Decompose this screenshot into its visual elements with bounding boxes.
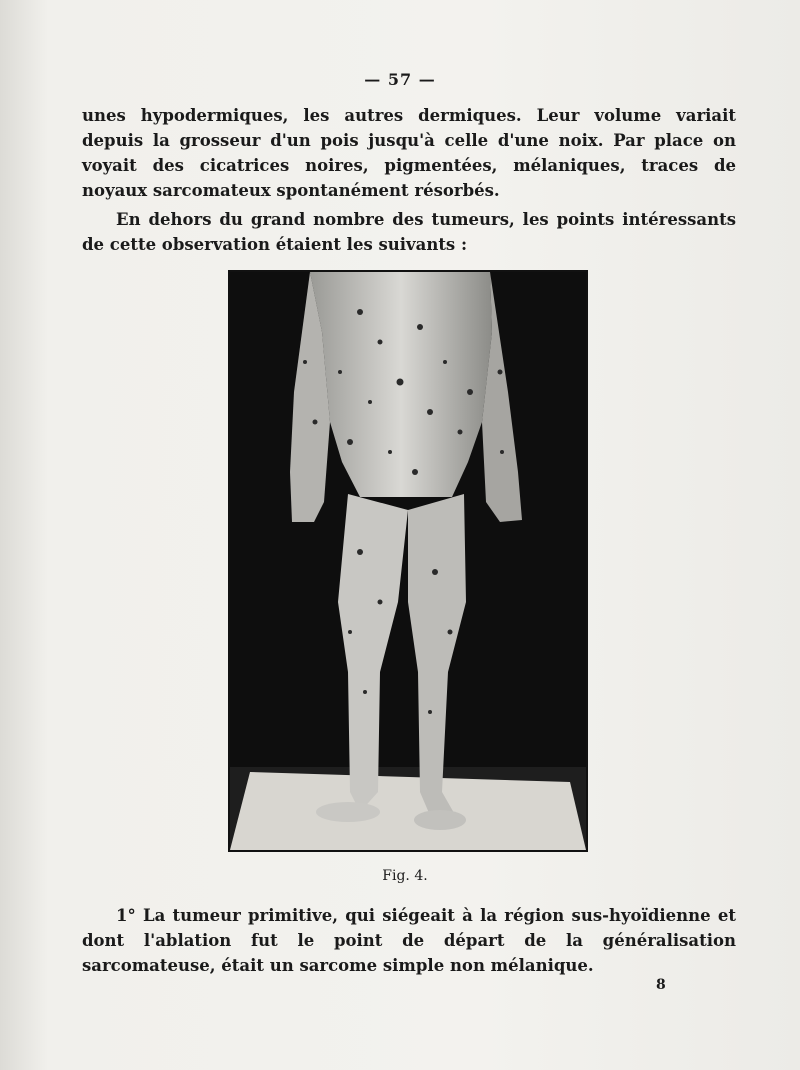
page-number: — 57 —	[364, 70, 436, 89]
paragraph-observation-points: En dehors du grand nombre des tumeurs, les points intéressants de cette observation étaient les suivants :	[82, 210, 736, 254]
figure-caption: Fig. 4.	[382, 868, 428, 884]
signature-mark: 8	[656, 977, 666, 993]
patient-photograph	[228, 270, 588, 852]
paragraph-tumor-description: unes hypodermiques, les autres dermiques. Leur volume variait depuis la grosseur d'un pois jusqu'à celle d'une noix. Par place on voyait des cicatrices noires, pigmentées, mélaniques, traces de noyaux sarcomateux spontanément résorbés.	[82, 106, 736, 200]
paragraph-primary-tumor: 1° La tumeur primitive, qui siégeait à la région sus-hyoïdienne et dont l'ablation fut le point de départ de la généralisation sarcomateuse, était un sarcome simple non mélanique.	[82, 906, 736, 975]
